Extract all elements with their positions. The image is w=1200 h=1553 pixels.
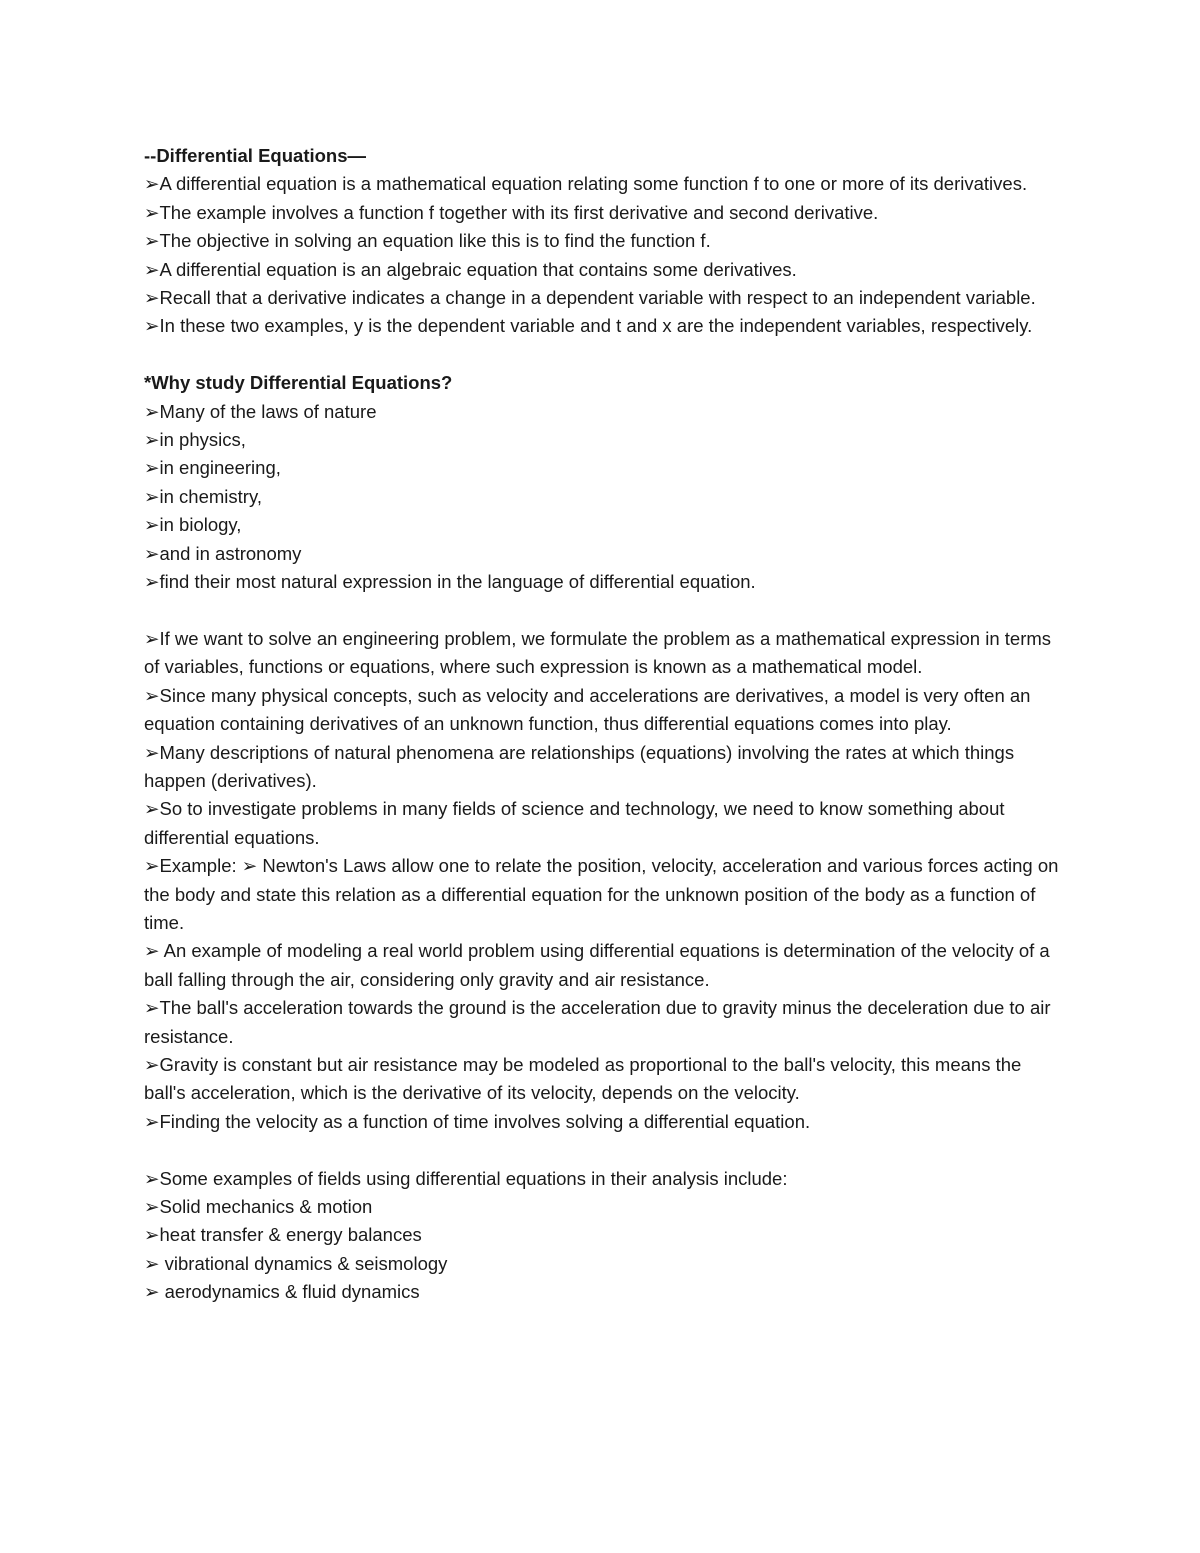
why-study-heading: *Why study Differential Equations? [144,372,453,394]
fields-item: ➢Some examples of fields using differential equations in their analysis include: [144,1167,788,1189]
section-spacer [144,1136,1064,1164]
model-item: ➢The ball's acceleration towards the ground is the acceleration due to gravity minus the deceleration due to air resistance. [144,997,1051,1047]
document-page [144,142,1064,1307]
why-item: ➢and in astronomy [144,542,302,564]
document-title: --Differential Equations— [144,145,367,166]
intro-item: ➢A differential equation is a mathematical equation relating some function f to one or more of its derivatives. [144,173,1028,195]
section-spacer [144,341,1064,369]
intro-item: ➢A differential equation is an algebraic equation that contains some derivatives. [144,258,797,280]
model-item: ➢ An example of modeling a real world problem using differential equations is determination of the velocity of a ball falling through the air, considering only gravity and air resistance. [144,940,1050,990]
model-item: ➢Many descriptions of natural phenomena are relationships (equations) involving the rates at which things happen (derivatives). [144,741,1015,791]
model-item: ➢Example: ➢ Newton's Laws allow one to relate the position, velocity, acceleration and various forces acting on the body and state this relation as a differential equation for the unknown position of the body as a function of time. [144,855,1059,933]
model-item: ➢Finding the velocity as a function of time involves solving a differential equation. [144,1110,811,1132]
fields-item: ➢ vibrational dynamics & seismology [144,1252,448,1274]
fields-item: ➢heat transfer & energy balances [144,1224,422,1246]
intro-item: ➢In these two examples, y is the dependent variable and t and x are the independent variables, respectively. [144,315,1033,337]
model-item: ➢Since many physical concepts, such as velocity and accelerations are derivatives, a model is very often an equation containing derivatives of an unknown function, thus differential equations comes into play. [144,684,1031,735]
why-item: ➢in physics, [144,429,246,451]
why-item: ➢Many of the laws of nature [144,400,377,422]
why-item: ➢find their most natural expression in the language of differential equation. [144,571,756,593]
fields-item: ➢ aerodynamics & fluid dynamics [144,1281,420,1303]
intro-item: ➢The objective in solving an equation like this is to find the function f. [144,230,711,252]
model-item: ➢Gravity is constant but air resistance may be modeled as proportional to the ball's velocity, this means the ball's acceleration, which is the derivative of its velocity, depends on the velocity. [144,1053,1022,1104]
why-item: ➢in engineering, [144,457,281,479]
model-item: ➢If we want to solve an engineering problem, we formulate the problem as a mathematical expression in terms of variables, functions or equations, where such expression is known as a mathematical model. [144,627,1052,678]
why-item: ➢in biology, [144,514,242,536]
section-spacer [144,596,1064,624]
fields-item: ➢Solid mechanics & motion [144,1195,373,1217]
why-item: ➢in chemistry, [144,485,262,507]
intro-item: ➢The example involves a function f together with its first derivative and second derivative. [144,201,879,223]
intro-item: ➢Recall that a derivative indicates a change in a dependent variable with respect to an independent variable. [144,287,1036,309]
model-item: ➢So to investigate problems in many fields of science and technology, we need to know something about differential equations. [144,798,1005,848]
